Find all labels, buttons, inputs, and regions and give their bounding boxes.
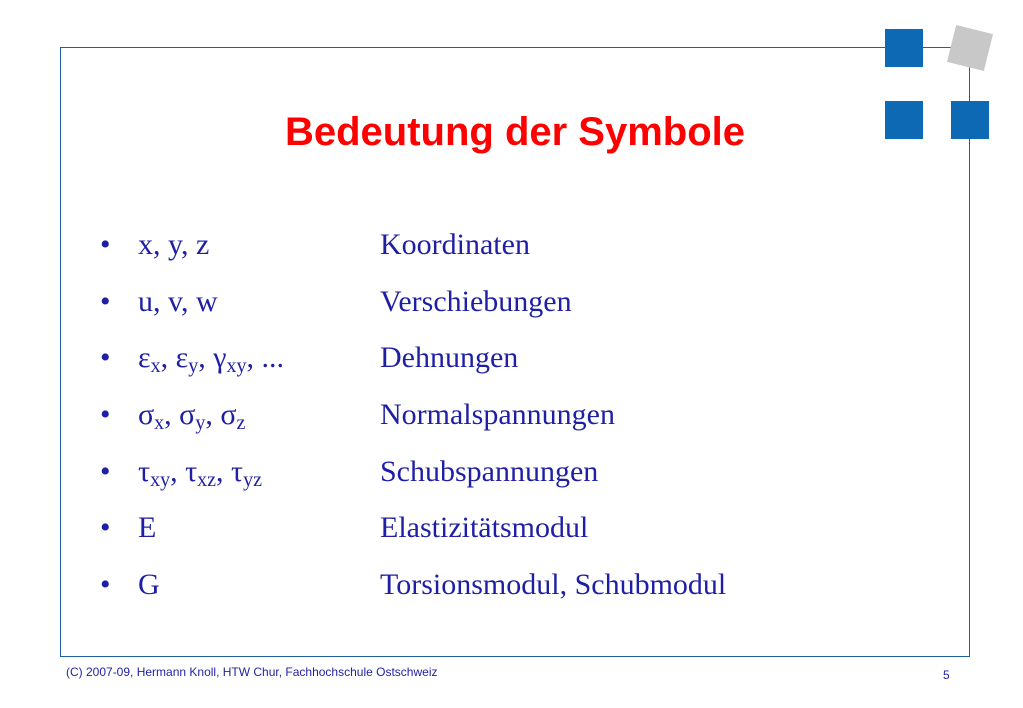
bullet-icon: • [100, 511, 111, 545]
symbol-meaning: Verschiebungen [380, 284, 572, 318]
symbol-text: u, v, w [138, 284, 218, 318]
symbol-text: $\varepsilon_x$, $\varepsilon_y$, $\gamma_{xy}$, ... [138, 341, 284, 378]
symbol-text: E [138, 511, 157, 545]
symbol-row [100, 449, 726, 506]
bullet-icon: • [100, 228, 111, 261]
symbol-row [100, 505, 726, 562]
symbol-row [100, 222, 726, 279]
slide-title: Bedeutung der Symbole [284, 110, 746, 154]
bullet-icon: • [100, 284, 111, 318]
symbol-meaning: Torsionsmodul, Schubmodul [380, 568, 727, 602]
symbol-text: $\tau_{xy}$, $\tau_{xz}$, $\tau_{yz}$ [138, 454, 262, 491]
symbol-row [100, 279, 726, 336]
bullet-icon: • [100, 454, 111, 488]
symbol-meaning: Koordinaten [380, 228, 530, 261]
bullet-icon: • [100, 568, 111, 602]
symbol-text: $\sigma_x$, $\sigma_y$, $\sigma_z$ [138, 398, 246, 435]
symbol-row [100, 562, 726, 619]
symbol-meaning: Dehnungen [380, 341, 519, 375]
symbol-meaning: Schubspannungen [380, 454, 599, 488]
symbol-text: x, y, z [138, 228, 210, 261]
symbol-text: G [138, 568, 160, 602]
symbol-row [100, 335, 726, 392]
symbol-meaning: Normalspannungen [380, 398, 615, 432]
symbol-meaning: Elastizitätsmodul [380, 511, 589, 545]
symbol-row [100, 392, 726, 449]
bullet-icon: • [100, 398, 111, 432]
page-number: 5 [943, 668, 950, 682]
blue-square-decoration [885, 29, 923, 67]
symbol-list [100, 222, 726, 619]
bullet-icon: • [100, 341, 111, 375]
footer-copyright: (C) 2007-09, Hermann Knoll, HTW Chur, Fachhochschule Ostschweiz [66, 665, 438, 679]
